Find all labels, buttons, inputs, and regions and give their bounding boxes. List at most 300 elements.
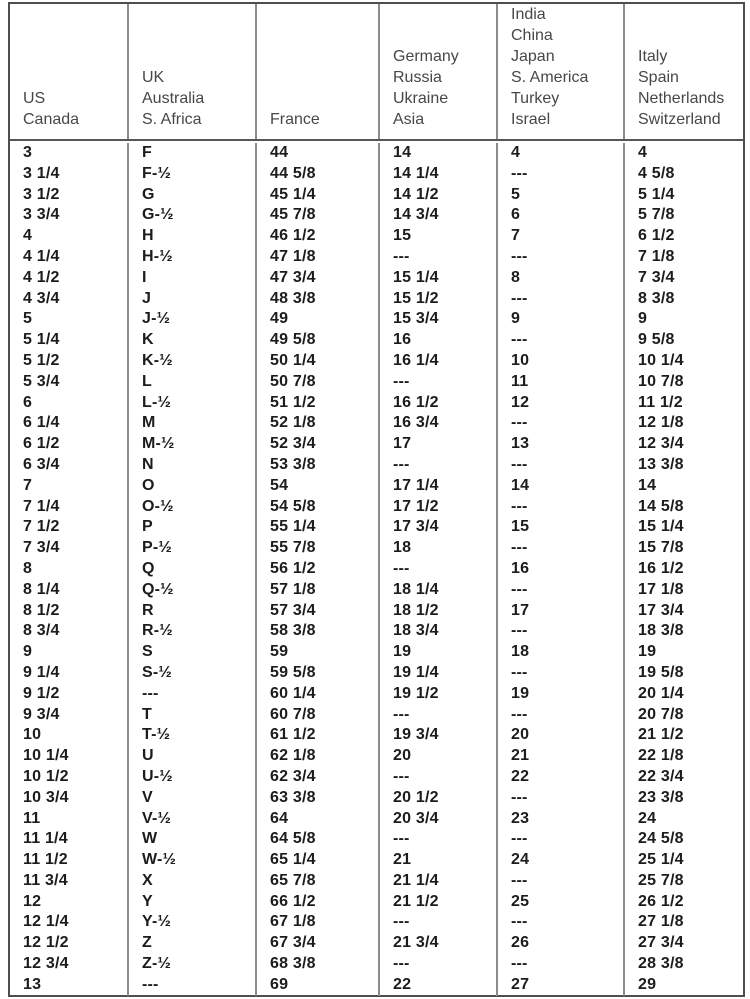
table-cell-germany: 17 1/4	[380, 476, 498, 497]
table-cell-us: 13	[10, 975, 129, 996]
table-cell-uk: N	[129, 455, 257, 476]
table-cell-uk: Y-½	[129, 912, 257, 933]
table-cell-france: 68 3/8	[257, 954, 380, 975]
table-cell-us: 6 3/4	[10, 455, 129, 476]
table-cell-uk: Z-½	[129, 954, 257, 975]
table-row	[10, 788, 743, 809]
table-cell-france: 66 1/2	[257, 892, 380, 913]
table-row	[10, 143, 743, 164]
table-cell-uk: S-½	[129, 663, 257, 684]
table-cell-uk: U	[129, 746, 257, 767]
table-cell-italy: 8 3/8	[638, 289, 675, 307]
table-cell-india: 10	[498, 351, 625, 372]
table-cell-uk: X	[129, 871, 257, 892]
table-cell-germany: 15 1/2	[380, 289, 498, 310]
table-cell-france: 62 3/4	[257, 767, 380, 788]
table-row	[10, 309, 743, 330]
table-cell-uk: ---	[129, 975, 257, 996]
table-cell-uk: G-½	[129, 205, 257, 226]
table-cell-italy: 21 1/2	[638, 726, 684, 744]
column-header-line: S. Africa	[142, 111, 202, 128]
table-cell-india: ---	[498, 330, 625, 351]
table-cell-germany: 21 3/4	[380, 933, 498, 954]
table-cell-uk: F-½	[129, 164, 257, 185]
table-cell-germany: 18 1/2	[380, 601, 498, 622]
table-cell-us: 7 3/4	[10, 538, 129, 559]
table-cell-india: 27	[498, 975, 625, 996]
table-cell-italy: 27 1/8	[638, 913, 684, 931]
table-cell-italy: 27 3/4	[638, 934, 684, 952]
table-cell-uk: H	[129, 226, 257, 247]
table-cell-france: 67 3/4	[257, 933, 380, 954]
table-row	[10, 871, 743, 892]
table-cell-france: 47 1/8	[257, 247, 380, 268]
table-cell-france: 55 1/4	[257, 517, 380, 538]
table-cell-france: 59	[257, 642, 380, 663]
column-header-line: Australia	[142, 90, 205, 107]
table-cell-germany: 17 1/2	[380, 497, 498, 518]
table-cell-germany: 20 3/4	[380, 809, 498, 830]
column-header-line: Canada	[23, 111, 80, 128]
table-cell-italy: 4	[638, 144, 648, 161]
table-cell-france: 56 1/2	[257, 559, 380, 580]
table-row	[10, 559, 743, 580]
table-cell-germany: 22	[380, 975, 498, 996]
table-cell-france: 63 3/8	[257, 788, 380, 809]
column-header-line: Ukraine	[393, 90, 449, 107]
table-cell-uk: U-½	[129, 767, 257, 788]
table-cell-france: 64	[257, 809, 380, 830]
table-cell-us: 9	[10, 642, 129, 663]
table-cell-france: 48 3/8	[257, 289, 380, 310]
table-cell-italy: 24 5/8	[638, 830, 684, 848]
table-cell-uk: P-½	[129, 538, 257, 559]
table-cell-india: 8	[498, 268, 625, 289]
table-cell-germany: 21 1/4	[380, 871, 498, 892]
table-cell-france: 54	[257, 476, 380, 497]
table-cell-uk: M	[129, 413, 257, 434]
table-cell-germany: 15 1/4	[380, 268, 498, 289]
table-cell-us: 7 1/2	[10, 517, 129, 538]
table-cell-us: 11	[10, 809, 129, 830]
table-cell-india: ---	[498, 289, 625, 310]
table-cell-italy: 22 3/4	[638, 767, 684, 785]
table-cell-italy: 14 5/8	[638, 497, 684, 515]
table-cell-us: 9 1/4	[10, 663, 129, 684]
table-cell-india: ---	[498, 580, 625, 601]
table-cell-italy: 22 1/8	[638, 747, 684, 765]
column-header-line: Turkey	[511, 90, 560, 107]
table-cell-france: 57 3/4	[257, 601, 380, 622]
column-header-line: US	[23, 90, 46, 107]
table-cell-germany: 16 1/4	[380, 351, 498, 372]
table-cell-germany: 14	[380, 143, 498, 164]
table-cell-italy: 9	[638, 310, 648, 328]
table-cell-italy: 7 1/8	[638, 247, 675, 265]
table-cell-italy: 12 1/8	[638, 414, 684, 432]
table-cell-uk: T-½	[129, 725, 257, 746]
table-cell-italy: 5 7/8	[638, 206, 675, 224]
table-cell-us: 9 1/2	[10, 684, 129, 705]
table-cell-uk: W	[129, 829, 257, 850]
table-cell-france: 49	[257, 309, 380, 330]
table-row	[10, 663, 743, 684]
table-cell-india: ---	[498, 871, 625, 892]
table-cell-india: 23	[498, 809, 625, 830]
column-header-line: India	[511, 6, 546, 23]
table-cell-us: 6 1/4	[10, 413, 129, 434]
table-cell-france: 50 7/8	[257, 372, 380, 393]
table-row	[10, 809, 743, 830]
table-cell-us: 6 1/2	[10, 434, 129, 455]
table-row	[10, 351, 743, 372]
table-cell-uk: O	[129, 476, 257, 497]
table-cell-us: 11 1/4	[10, 829, 129, 850]
table-cell-india: ---	[498, 247, 625, 268]
table-cell-italy: 24	[638, 809, 657, 827]
table-cell-uk: ---	[129, 684, 257, 705]
table-row	[10, 497, 743, 518]
table-cell-us: 12 3/4	[10, 954, 129, 975]
table-row	[10, 725, 743, 746]
table-cell-germany: ---	[380, 372, 498, 393]
table-row	[10, 330, 743, 351]
table-row	[10, 185, 743, 206]
table-cell-italy: 19 5/8	[638, 663, 684, 681]
table-cell-india: ---	[498, 663, 625, 684]
column-header-france	[257, 4, 380, 139]
table-cell-italy: 12 3/4	[638, 435, 684, 453]
table-cell-india: ---	[498, 788, 625, 809]
column-header-line: Switzerland	[638, 111, 721, 128]
column-header-us	[10, 4, 129, 139]
table-cell-india: 11	[498, 372, 625, 393]
table-cell-germany: 19 1/4	[380, 663, 498, 684]
table-cell-italy: 11 1/2	[638, 393, 683, 411]
table-cell-uk: V	[129, 788, 257, 809]
table-cell-india: ---	[498, 954, 625, 975]
table-row	[10, 413, 743, 434]
table-cell-uk: Z	[129, 933, 257, 954]
table-row	[10, 538, 743, 559]
table-cell-us: 5	[10, 309, 129, 330]
table-cell-germany: 16	[380, 330, 498, 351]
table-cell-germany: 17 3/4	[380, 517, 498, 538]
table-cell-india: 16	[498, 559, 625, 580]
table-cell-france: 53 3/8	[257, 455, 380, 476]
table-cell-france: 61 1/2	[257, 725, 380, 746]
table-cell-us: 5 1/2	[10, 351, 129, 372]
table-cell-india: 9	[498, 309, 625, 330]
table-cell-germany: 18 3/4	[380, 621, 498, 642]
table-row	[10, 205, 743, 226]
table-cell-uk: R-½	[129, 621, 257, 642]
table-cell-italy: 10 7/8	[638, 372, 684, 390]
table-cell-italy: 29	[638, 975, 657, 993]
table-cell-us: 8 1/4	[10, 580, 129, 601]
table-row	[10, 517, 743, 538]
column-header-line: Italy	[638, 48, 668, 65]
table-cell-uk: V-½	[129, 809, 257, 830]
column-header-line: Japan	[511, 48, 555, 65]
table-cell-france: 59 5/8	[257, 663, 380, 684]
table-header-row	[10, 4, 743, 141]
table-row	[10, 580, 743, 601]
table-row	[10, 621, 743, 642]
table-row	[10, 933, 743, 954]
column-header-line: France	[270, 111, 320, 128]
table-row	[10, 476, 743, 497]
table-cell-india: 26	[498, 933, 625, 954]
table-cell-india: ---	[498, 621, 625, 642]
table-cell-india: 4	[498, 143, 625, 164]
table-cell-france: 50 1/4	[257, 351, 380, 372]
table-cell-india: 13	[498, 434, 625, 455]
table-cell-uk: S	[129, 642, 257, 663]
table-cell-germany: 17	[380, 434, 498, 455]
table-cell-us: 8 1/2	[10, 601, 129, 622]
column-header-line: Russia	[393, 69, 442, 86]
table-cell-france: 69	[257, 975, 380, 996]
table-cell-uk: K	[129, 330, 257, 351]
table-cell-us: 5 3/4	[10, 372, 129, 393]
table-cell-us: 4 3/4	[10, 289, 129, 310]
table-row	[10, 642, 743, 663]
table-cell-germany: 19 1/2	[380, 684, 498, 705]
table-cell-us: 8	[10, 559, 129, 580]
table-cell-uk: J-½	[129, 309, 257, 330]
table-row	[10, 767, 743, 788]
table-cell-india: ---	[498, 705, 625, 726]
table-cell-france: 58 3/8	[257, 621, 380, 642]
table-cell-us: 11 3/4	[10, 871, 129, 892]
column-header-line: Netherlands	[638, 90, 725, 107]
table-cell-italy: 25 7/8	[638, 871, 684, 889]
table-cell-france: 44 5/8	[257, 164, 380, 185]
table-row	[10, 289, 743, 310]
table-cell-germany: ---	[380, 912, 498, 933]
table-cell-germany: 15	[380, 226, 498, 247]
table-cell-germany: 20 1/2	[380, 788, 498, 809]
table-cell-india: 21	[498, 746, 625, 767]
table-cell-italy: 17 3/4	[638, 601, 684, 619]
table-row	[10, 455, 743, 476]
table-cell-france: 49 5/8	[257, 330, 380, 351]
table-cell-italy: 17 1/8	[638, 580, 684, 598]
table-cell-india: ---	[498, 455, 625, 476]
table-cell-us: 10 1/2	[10, 767, 129, 788]
table-cell-germany: 16 1/2	[380, 393, 498, 414]
table-cell-italy: 14	[638, 476, 657, 494]
column-header-line: Germany	[393, 48, 459, 65]
table-cell-france: 45 1/4	[257, 185, 380, 206]
table-cell-us: 12 1/4	[10, 912, 129, 933]
column-header-india	[498, 4, 625, 139]
table-cell-uk: J	[129, 289, 257, 310]
table-cell-france: 65 1/4	[257, 850, 380, 871]
table-cell-us: 3 3/4	[10, 205, 129, 226]
table-row	[10, 705, 743, 726]
table-cell-us: 6	[10, 393, 129, 414]
column-header-line: Spain	[638, 69, 679, 86]
table-cell-us: 10	[10, 725, 129, 746]
table-cell-uk: G	[129, 185, 257, 206]
table-cell-germany: 16 3/4	[380, 413, 498, 434]
table-cell-us: 3 1/2	[10, 185, 129, 206]
table-cell-italy: 10 1/4	[638, 351, 684, 369]
table-cell-france: 64 5/8	[257, 829, 380, 850]
table-cell-italy: 7 3/4	[638, 268, 675, 286]
table-cell-italy: 4 5/8	[638, 164, 675, 182]
table-cell-india: 14	[498, 476, 625, 497]
table-cell-france: 60 1/4	[257, 684, 380, 705]
table-cell-germany: 21	[380, 850, 498, 871]
table-cell-us: 3 1/4	[10, 164, 129, 185]
table-cell-germany: ---	[380, 455, 498, 476]
table-cell-france: 46 1/2	[257, 226, 380, 247]
table-cell-italy: 15 7/8	[638, 539, 684, 557]
table-cell-germany: 15 3/4	[380, 309, 498, 330]
table-cell-france: 52 1/8	[257, 413, 380, 434]
table-cell-italy: 23 3/8	[638, 788, 684, 806]
table-cell-germany: 21 1/2	[380, 892, 498, 913]
table-cell-us: 8 3/4	[10, 621, 129, 642]
table-body	[10, 141, 743, 996]
column-header-germany	[380, 4, 498, 139]
table-cell-uk: L	[129, 372, 257, 393]
table-cell-italy: 20 7/8	[638, 705, 684, 723]
ring-size-conversion-table	[8, 2, 745, 997]
table-cell-germany: 18 1/4	[380, 580, 498, 601]
column-header-uk	[129, 4, 257, 139]
table-cell-france: 54 5/8	[257, 497, 380, 518]
table-row	[10, 954, 743, 975]
table-cell-italy: 13 3/8	[638, 455, 684, 473]
table-cell-uk: R	[129, 601, 257, 622]
table-cell-us: 3	[10, 143, 129, 164]
table-cell-germany: ---	[380, 705, 498, 726]
column-header-line: China	[511, 27, 553, 44]
table-cell-us: 11 1/2	[10, 850, 129, 871]
table-row	[10, 829, 743, 850]
table-cell-germany: ---	[380, 247, 498, 268]
table-row	[10, 247, 743, 268]
column-header-line: S. America	[511, 69, 589, 86]
table-cell-uk: P	[129, 517, 257, 538]
table-cell-france: 45 7/8	[257, 205, 380, 226]
table-cell-india: 25	[498, 892, 625, 913]
table-row	[10, 684, 743, 705]
table-cell-us: 4 1/4	[10, 247, 129, 268]
table-row	[10, 393, 743, 414]
table-cell-india: 7	[498, 226, 625, 247]
column-header-line: Asia	[393, 111, 425, 128]
table-cell-france: 44	[257, 143, 380, 164]
table-cell-us: 10 1/4	[10, 746, 129, 767]
table-cell-india: ---	[498, 497, 625, 518]
table-cell-germany: ---	[380, 954, 498, 975]
table-cell-india: ---	[498, 829, 625, 850]
table-row	[10, 226, 743, 247]
table-cell-germany: ---	[380, 767, 498, 788]
table-cell-uk: I	[129, 268, 257, 289]
table-cell-italy: 20 1/4	[638, 684, 684, 702]
table-cell-germany: ---	[380, 829, 498, 850]
table-cell-us: 12 1/2	[10, 933, 129, 954]
table-cell-germany: 18	[380, 538, 498, 559]
table-cell-us: 5 1/4	[10, 330, 129, 351]
table-cell-us: 4	[10, 226, 129, 247]
table-cell-germany: 19 3/4	[380, 725, 498, 746]
table-cell-uk: K-½	[129, 351, 257, 372]
table-row	[10, 975, 743, 996]
table-cell-us: 7	[10, 476, 129, 497]
table-cell-france: 57 1/8	[257, 580, 380, 601]
table-row	[10, 268, 743, 289]
table-cell-germany: 20	[380, 746, 498, 767]
table-cell-france: 47 3/4	[257, 268, 380, 289]
table-row	[10, 372, 743, 393]
table-cell-italy: 9 5/8	[638, 331, 675, 349]
table-cell-us: 7 1/4	[10, 497, 129, 518]
table-cell-france: 60 7/8	[257, 705, 380, 726]
table-row	[10, 434, 743, 455]
table-cell-uk: F	[129, 143, 257, 164]
column-header-italy	[625, 4, 743, 139]
table-cell-us: 4 1/2	[10, 268, 129, 289]
table-cell-uk: Q-½	[129, 580, 257, 601]
column-header-line: UK	[142, 69, 165, 86]
table-cell-india: 5	[498, 185, 625, 206]
table-row	[10, 746, 743, 767]
table-cell-italy: 25 1/4	[638, 851, 684, 869]
table-cell-india: ---	[498, 164, 625, 185]
table-cell-italy: 15 1/4	[638, 518, 684, 536]
table-row	[10, 164, 743, 185]
table-cell-india: 17	[498, 601, 625, 622]
table-cell-france: 55 7/8	[257, 538, 380, 559]
table-cell-italy: 18 3/8	[638, 622, 684, 640]
table-cell-germany: ---	[380, 559, 498, 580]
table-cell-india: ---	[498, 413, 625, 434]
table-cell-india: ---	[498, 912, 625, 933]
table-cell-france: 52 3/4	[257, 434, 380, 455]
table-cell-uk: W-½	[129, 850, 257, 871]
table-cell-italy: 19	[638, 643, 657, 661]
table-cell-us: 10 3/4	[10, 788, 129, 809]
table-cell-uk: O-½	[129, 497, 257, 518]
table-row	[10, 850, 743, 871]
table-cell-india: 20	[498, 725, 625, 746]
table-cell-india: 24	[498, 850, 625, 871]
table-cell-india: ---	[498, 538, 625, 559]
table-cell-uk: H-½	[129, 247, 257, 268]
table-cell-germany: 14 3/4	[380, 205, 498, 226]
table-cell-italy: 6 1/2	[638, 227, 675, 245]
table-cell-italy: 26 1/2	[638, 892, 684, 910]
table-row	[10, 601, 743, 622]
table-cell-uk: T	[129, 705, 257, 726]
table-cell-uk: M-½	[129, 434, 257, 455]
column-header-line: Israel	[511, 111, 551, 128]
table-cell-italy: 5 1/4	[638, 185, 675, 203]
table-cell-france: 65 7/8	[257, 871, 380, 892]
table-cell-india: 15	[498, 517, 625, 538]
table-cell-india: 12	[498, 393, 625, 414]
table-cell-france: 51 1/2	[257, 393, 380, 414]
table-row	[10, 892, 743, 913]
table-cell-us: 12	[10, 892, 129, 913]
